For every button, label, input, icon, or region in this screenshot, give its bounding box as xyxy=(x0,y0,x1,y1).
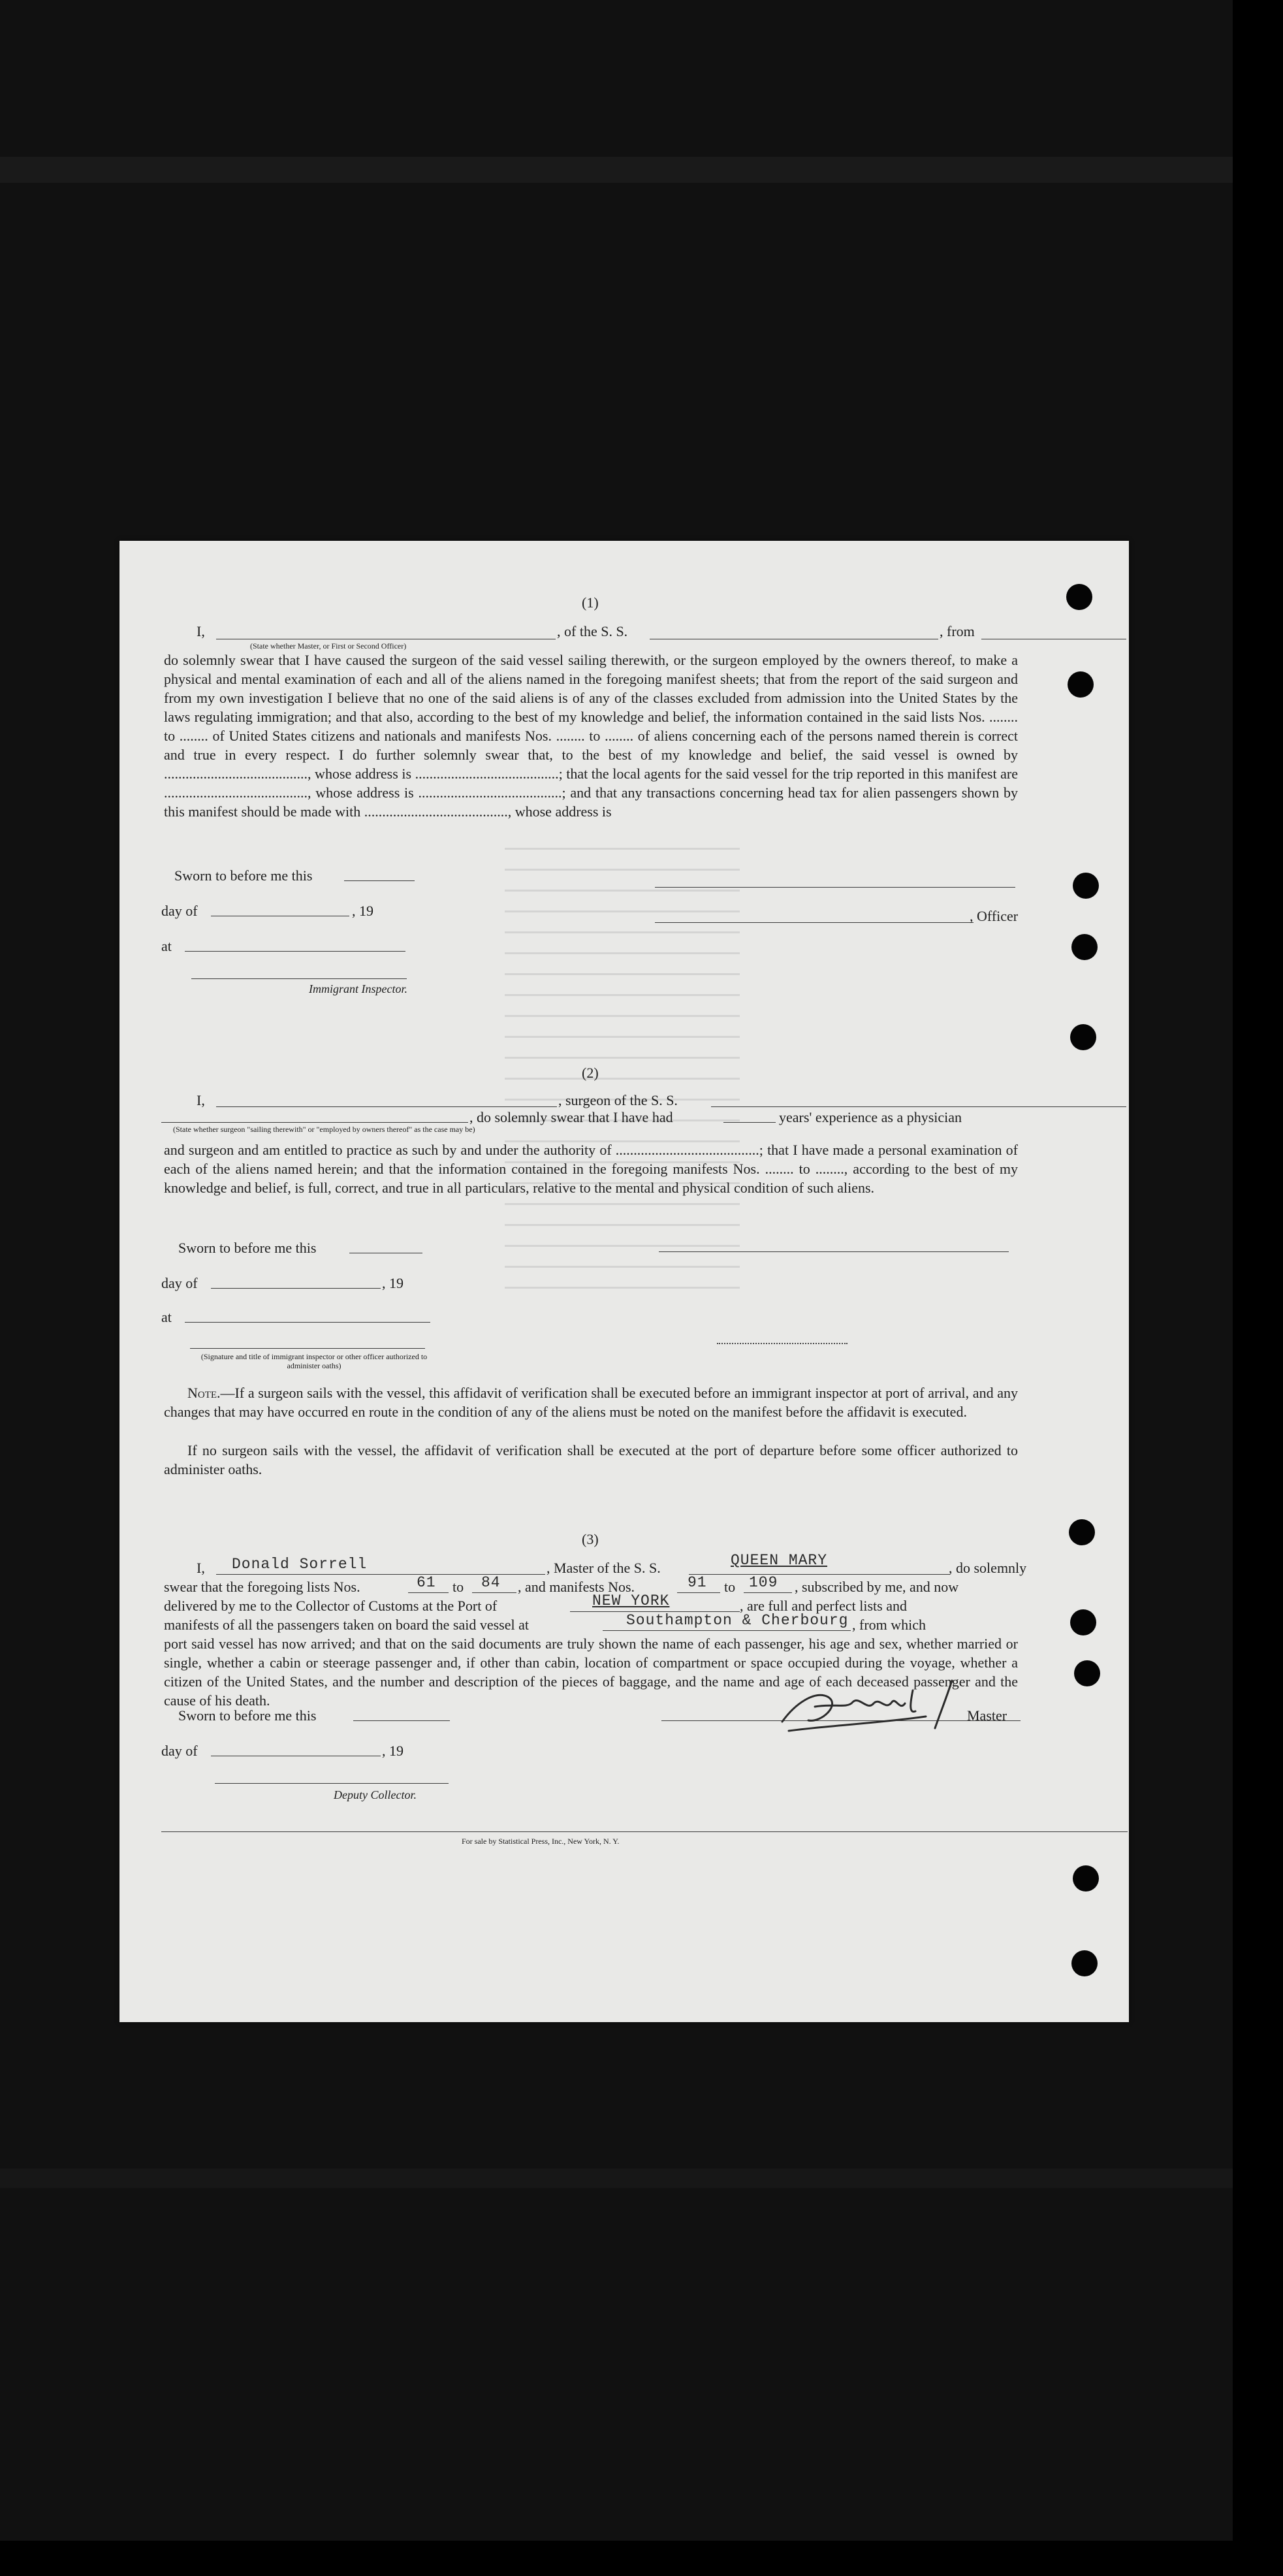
vessel-name-line xyxy=(689,1574,950,1575)
label-i: I, xyxy=(197,1092,205,1108)
label-manifests: , and manifests Nos. xyxy=(518,1579,635,1595)
note2-paragraph: If no surgeon sails with the vessel, the affidavit of verification shall be executed at the port of departure before some officer authorized to administer oaths. xyxy=(164,1442,1018,1477)
manifest-to: 109 xyxy=(749,1574,778,1591)
note-text: —If a surgeon sails with the vessel, this affidavit of verification shall be executed before an immigrant inspector at port of arrival, and any changes that may have occurred en route in the condition of any of the aliens must be noted on the manifest before the affidavit is executed. xyxy=(164,1385,1018,1420)
at-label: at xyxy=(161,938,172,954)
list-from: 61 xyxy=(417,1574,436,1591)
label-subscribed: , subscribed by me, and now xyxy=(795,1579,959,1595)
sworn-label: Sworn to before me this xyxy=(178,1240,317,1256)
sworn-line xyxy=(344,880,415,881)
caption-signature: (Signature and title of immigrant inspector or other officer authorized to administer oaths) xyxy=(200,1352,428,1370)
inspector-signature-line xyxy=(191,978,407,979)
sworn-label: Sworn to before me this xyxy=(178,1707,317,1724)
punch-hole xyxy=(1070,1024,1096,1050)
punch-hole xyxy=(1071,934,1098,960)
officer-signature-line xyxy=(190,1348,425,1349)
note-paragraph xyxy=(164,1383,1018,1421)
at-line xyxy=(185,1322,430,1323)
years-line xyxy=(723,1122,776,1123)
vessel-name-line xyxy=(711,1106,1126,1107)
manifest-from-line xyxy=(677,1592,720,1593)
section-number: (1) xyxy=(582,594,599,611)
day-line xyxy=(211,1288,381,1289)
year-label: , 19 xyxy=(382,1743,404,1759)
label-i: I, xyxy=(197,623,205,639)
officer-label: , Officer xyxy=(970,908,1019,924)
label-surgeon-of: , surgeon of the S. S. xyxy=(558,1092,678,1108)
sworn-label: Sworn to before me this xyxy=(174,867,313,884)
officer-line xyxy=(655,922,974,923)
master-name: Donald Sorrell xyxy=(232,1556,368,1573)
list-from-line xyxy=(408,1592,449,1593)
note-label: Note. xyxy=(187,1385,221,1401)
section-number: (3) xyxy=(582,1531,599,1547)
year-label: , 19 xyxy=(382,1275,404,1291)
at-label: at xyxy=(161,1309,172,1325)
punch-hole xyxy=(1068,671,1094,698)
footer-imprint: For sale by Statistical Press, Inc., New York, N. Y. xyxy=(462,1837,620,1846)
day-of-label: day of xyxy=(161,903,198,919)
punch-hole xyxy=(1071,1950,1098,1976)
scan-edge xyxy=(0,2541,1283,2576)
label-from: , from xyxy=(940,623,975,639)
label-of-ss: , of the S. S. xyxy=(557,623,628,639)
surgeon-name-line xyxy=(216,1106,557,1107)
label-master-of: , Master of the S. S. xyxy=(546,1560,661,1576)
footer-rule xyxy=(161,1831,1128,1832)
label-to: to xyxy=(452,1579,464,1595)
deputy-signature-line xyxy=(215,1783,449,1784)
section1-paragraph: do solemnly swear that I have caused the surgeon of the said vessel sailing therewith, or the surgeon employed by the owners thereof, to make a physical and mental examination of each and all of the aliens named in the foregoing manifest sheets; that from the report of the said surgeon and from my own investigation I believe that no one of the said aliens is of any of the classes excluded from admission into the United States by the laws regulating immigration; and that also, according to the best of my knowledge and belief, the information contained in the said lists Nos. ........ to ........ of United States citizens and nationals and manifests Nos. ........ to ........ of aliens concerning each of the persons named therein is correct and true in every respect. I do further solemnly swear that, to the best of my knowledge and belief, the said vessel is owned by ........................................, whose address is ........................................; that the local agents for the said vessel for the trip reported in this manifest are ........................................, whose address is ........................................; and that any transactions concerning head tax for alien passengers shown by this manifest should be made with ........................................, whose address is xyxy=(164,652,1018,820)
port-of-arrival: NEW YORK xyxy=(592,1592,670,1609)
punch-hole xyxy=(1073,1865,1099,1892)
section3-paragraph: port said vessel has now arrived; and that on the said documents are truly shown the name of each passenger, his age and sex, whether married or single, whether a cabin or steerage passenger and, if other than cabin, location of compartment or space occupied during the voyage, whether a citizen of the United States, and the number and description of the pieces of baggage, and the name and age of each deceased passenger and the cause of his death. xyxy=(164,1635,1018,1709)
day-of-label: day of xyxy=(161,1743,198,1759)
section2-paragraph: and surgeon and am entitled to practice as such by and under the authority of ........................................; that I have made a personal examination of each of the aliens named herein; and that the information contained in the foregoing manifests Nos. ........ to ........, according to the best of my knowledge and belief, is full, correct, and true in all particulars, relative to the mental and physical condition of such aliens. xyxy=(164,1142,1018,1196)
year-label: , 19 xyxy=(352,903,373,919)
list-to-line xyxy=(472,1592,516,1593)
manifest-from: 91 xyxy=(688,1574,707,1591)
label-swear: , do solemnly swear that I have had xyxy=(469,1109,673,1125)
section-number: (2) xyxy=(582,1065,599,1081)
label-delivered: delivered by me to the Collector of Customs at the Port of xyxy=(164,1598,498,1614)
sworn-line xyxy=(353,1720,450,1721)
list-to: 84 xyxy=(481,1574,501,1591)
label-from-which: , from which xyxy=(852,1617,927,1633)
bleed-through xyxy=(505,848,740,1292)
punch-hole xyxy=(1070,1609,1096,1635)
scan-streak xyxy=(0,2168,1283,2188)
inspector-caption: Immigrant Inspector. xyxy=(309,982,407,995)
punch-hole xyxy=(1073,873,1099,899)
embarkation-port: Southampton & Cherbourg xyxy=(626,1612,849,1629)
vessel-name: QUEEN MARY xyxy=(731,1552,828,1569)
master-label: Master xyxy=(967,1707,1007,1724)
embarkation-line xyxy=(603,1630,851,1631)
signature-line xyxy=(655,887,1015,888)
punch-hole xyxy=(1066,584,1092,610)
document-page xyxy=(119,541,1129,2022)
surgeon-signature-line xyxy=(659,1251,1009,1252)
manifest-to-line xyxy=(744,1592,792,1593)
day-of-label: day of xyxy=(161,1275,198,1291)
label-manifests-of-all: manifests of all the passengers taken on board the said vessel at xyxy=(164,1617,530,1633)
label-years: years' experience as a physician xyxy=(779,1109,962,1125)
deputy-caption: Deputy Collector. xyxy=(334,1788,417,1801)
label-do-solemnly: , do solemnly xyxy=(949,1560,1027,1576)
label-to: to xyxy=(724,1579,736,1595)
caption-surgeon: (State whether surgeon "sailing therewith" or "employed by owners thereof" as the case may be) xyxy=(173,1125,475,1134)
punch-hole xyxy=(1074,1660,1100,1686)
scan-edge xyxy=(1233,0,1283,2576)
scan-streak xyxy=(0,157,1283,183)
punch-hole xyxy=(1069,1519,1095,1545)
at-line xyxy=(185,951,405,952)
master-signature xyxy=(776,1677,972,1736)
label-lists: swear that the foregoing lists Nos. xyxy=(164,1579,360,1595)
caption-master: (State whether Master, or First or Second Officer) xyxy=(250,641,407,651)
surgeon-status-line xyxy=(161,1122,468,1123)
label-i: I, xyxy=(197,1560,205,1576)
label-full-lists: , are full and perfect lists and xyxy=(740,1598,907,1614)
surgeon-signature-line xyxy=(717,1343,847,1344)
